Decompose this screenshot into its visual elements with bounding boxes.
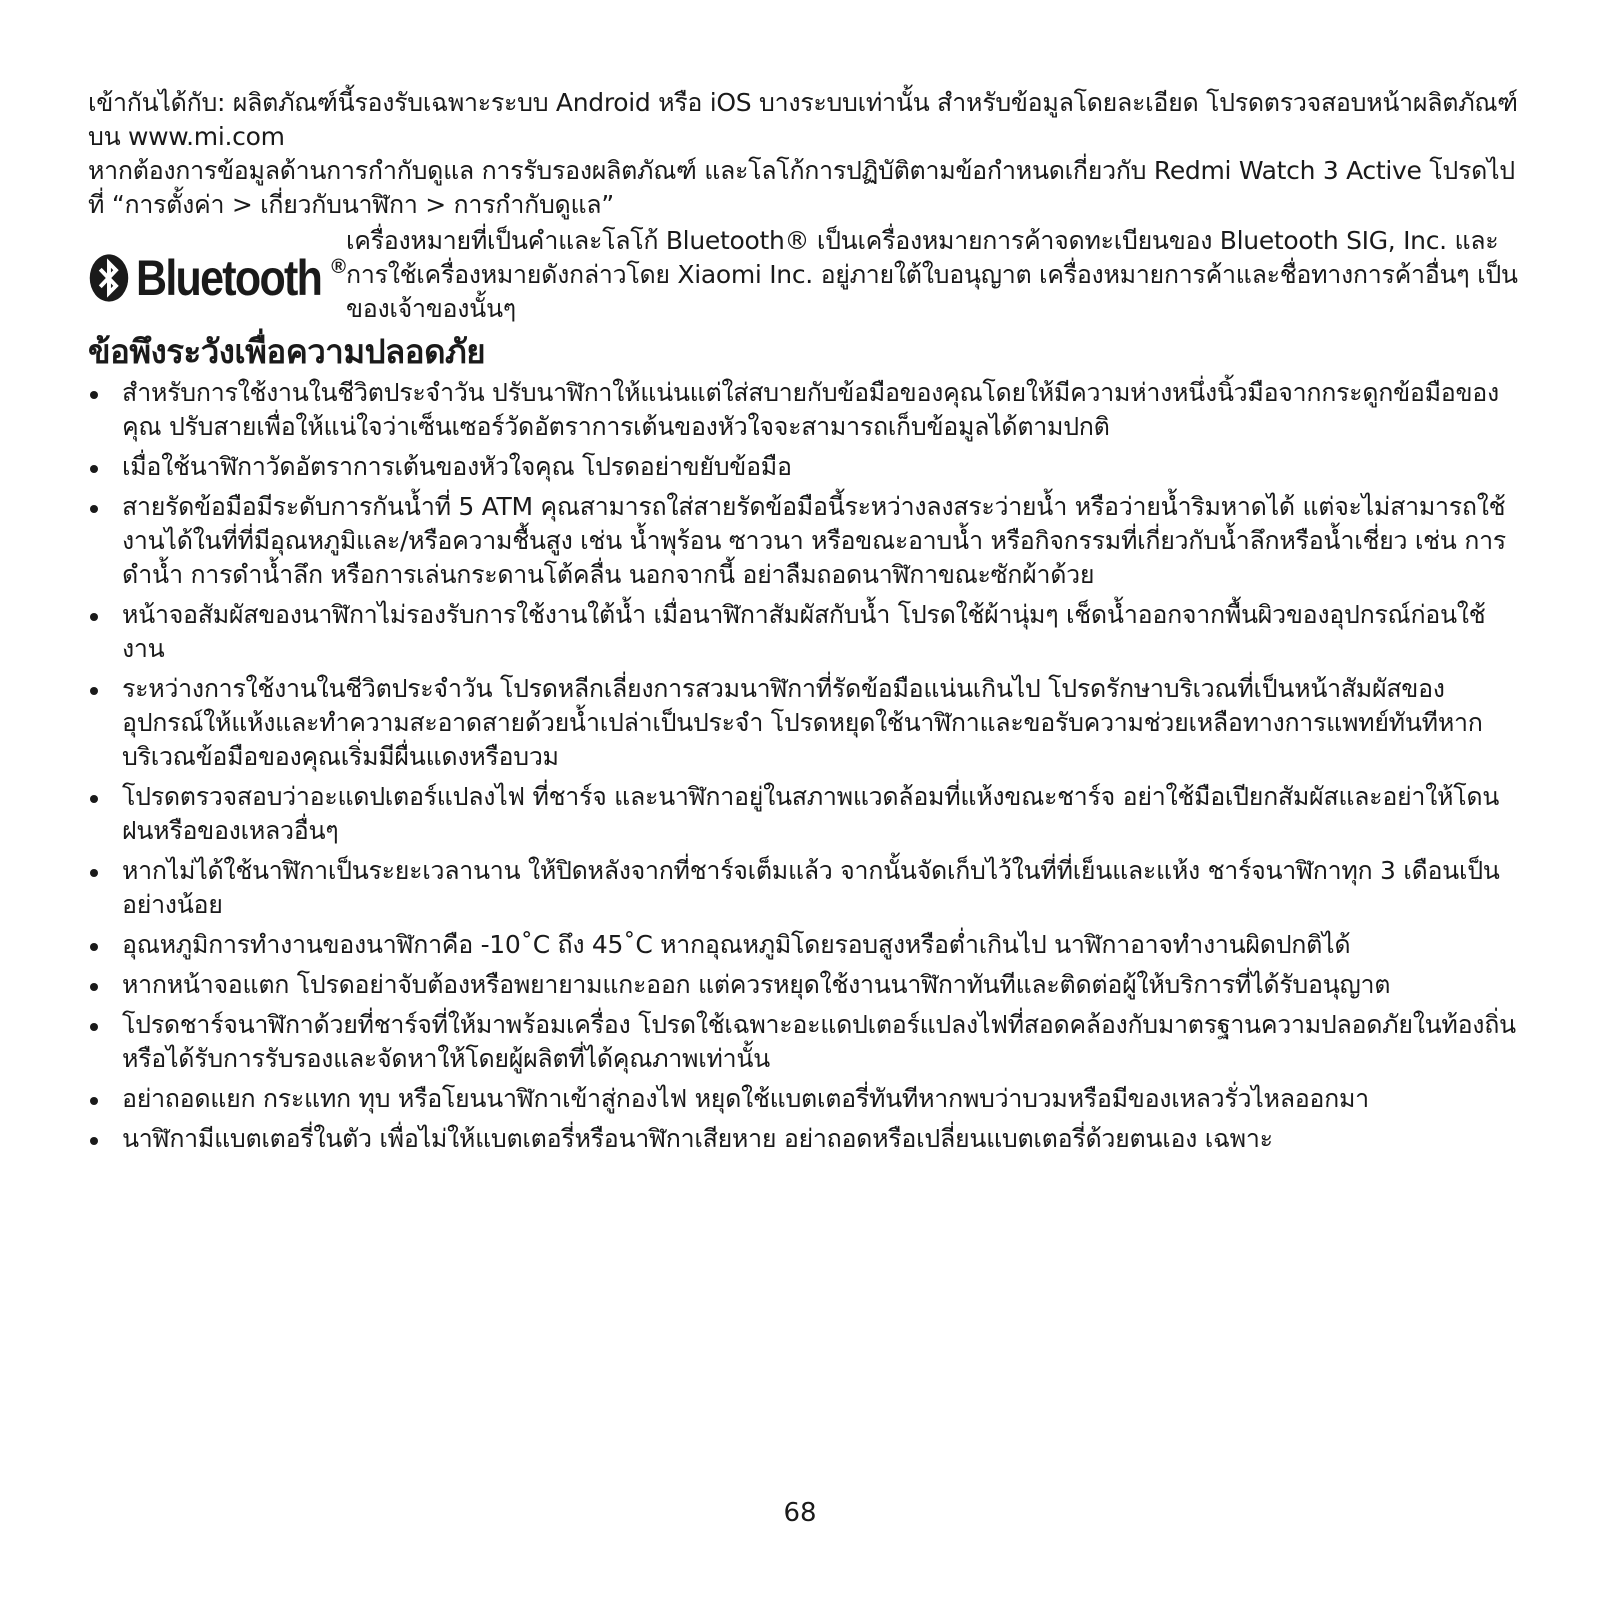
list-item-text: หน้าจอสัมผัสของนาฬิกาไม่รองรับการใช้งานใต้น้ำ เมื่อนาฬิกาสัมผัสกับน้ำ โปรดใช้ผ้านุ่มๆ เช็ดน้ำออกจากพื้นผิวของอุปกรณ์ก่อนใช้งาน: [122, 600, 1486, 663]
list-item-text: ระหว่างการใช้งานในชีวิตประจำวัน โปรดหลีกเลี่ยงการสวมนาฬิกาที่รัดข้อมือแน่นเกินไป โปรดรักษาบริเวณที่เป็นหน้าสัมผัสของอุปกรณ์ให้แห้งและทำความสะอาดสายด้วยน้ำเปล่าเป็นประจำ โปรดหยุดใช้นาฬิกาและขอรับความช่วยเหลือทางการแพทย์ทันทีหากบริเวณข้อมือของคุณเริ่มมีผื่นแดงหรือบวม: [122, 674, 1483, 771]
bullet-icon: [90, 391, 98, 399]
list-item-text: นาฬิกามีแบตเตอรี่ในตัว เพื่อไม่ให้แบตเตอรี่หรือนาฬิกาเสียหาย อย่าถอดหรือเปลี่ยนแบตเตอรี่ด้วยตนเอง เฉพาะ: [122, 1124, 1273, 1153]
list-item: [88, 1082, 1522, 1116]
bullet-icon: [90, 1137, 98, 1145]
list-item-text: สายรัดข้อมือมีระดับการกันน้ำที่ 5 ATM คุณสามารถใส่สายรัดข้อมือนี้ระหว่างลงสระว่ายน้ำ หรือว่ายน้ำริมหาดได้ แต่จะไม่สามารถใช้งานได้ในที่ที่มีอุณหภูมิและ/หรือความชื้นสูง เช่น น้ำพุร้อน ซาวนา หรือขณะอาบน้ำ หรือกิจกรรมที่เกี่ยวกับน้ำลึกหรือน้ำเชี่ยว เช่น การดำน้ำ การดำน้ำลึก หรือการเล่นกระดานโต้คลื่น นอกจากนี้ อย่าลืมถอดนาฬิกาขณะซักผ้าด้วย: [122, 492, 1506, 589]
bluetooth-notice: [88, 224, 1522, 326]
list-item: [88, 968, 1522, 1002]
list-item-text: โปรดตรวจสอบว่าอะแดปเตอร์แปลงไฟ ที่ชาร์จ และนาฬิกาอยู่ในสภาพแวดล้อมที่แห้งขณะชาร์จ อย่าใช้มือเปียกสัมผัสและอย่าให้โดนฝนหรือของเหลวอื่นๆ: [122, 782, 1500, 845]
bullet-icon: [90, 1023, 98, 1031]
list-item: [88, 780, 1522, 848]
bluetooth-trademark-text: เครื่องหมายที่เป็นคำและโลโก้ Bluetooth® เป็นเครื่องหมายการค้าจดทะเบียนของ Bluetooth SIG, Inc. และการใช้เครื่องหมายดังกล่าวโดย Xiaomi Inc. อยู่ภายใต้ใบอนุญาต เครื่องหมายการค้าและชื่อทางการค้าอื่นๆ เป็นของเจ้าของนั้นๆ: [346, 226, 1518, 323]
bullet-icon: [90, 1097, 98, 1105]
list-item: [88, 854, 1522, 922]
registered-mark: ®: [331, 255, 346, 278]
bullet-icon: [90, 795, 98, 803]
manual-page: [88, 86, 1522, 1162]
bullet-icon: [90, 505, 98, 513]
list-item-text: หากหน้าจอแตก โปรดอย่าจับต้องหรือพยายามแกะออก แต่ควรหยุดใช้งานนาฬิกาทันทีและติดต่อผู้ให้บริการที่ได้รับอนุญาต: [122, 970, 1391, 999]
bluetooth-wordmark: Bluetooth: [135, 250, 322, 306]
list-item: [88, 598, 1522, 666]
list-item: [88, 672, 1522, 774]
regulatory-text: หากต้องการข้อมูลด้านการกำกับดูแล การรับรองผลิตภัณฑ์ และโลโก้การปฏิบัติตามข้อกำหนดเกี่ยวกับ Redmi Watch 3 Active โปรดไปที่ “การตั้งค่า > เกี่ยวกับนาฬิกา > การกำกับดูแล”: [88, 156, 1515, 219]
safety-list: [88, 376, 1522, 1156]
bluetooth-logo: [88, 224, 346, 308]
list-item: [88, 450, 1522, 484]
bullet-icon: [90, 687, 98, 695]
list-item-text: อุณหภูมิการทำงานของนาฬิกาคือ -10˚C ถึง 45˚C หากอุณหภูมิโดยรอบสูงหรือต่ำเกินไป นาฬิกาอาจทำงานผิดปกติได้: [122, 930, 1351, 959]
bullet-icon: [90, 465, 98, 473]
bullet-icon: [90, 983, 98, 991]
bullet-icon: [90, 613, 98, 621]
bullet-icon: [90, 943, 98, 951]
list-item: [88, 1008, 1522, 1076]
bluetooth-icon: [88, 250, 130, 306]
list-item-text: หากไม่ได้ใช้นาฬิกาเป็นระยะเวลานาน ให้ปิดหลังจากที่ชาร์จเต็มแล้ว จากนั้นจัดเก็บไว้ในที่ที่เย็นและแห้ง ชาร์จนาฬิกาทุก 3 เดือนเป็นอย่างน้อย: [122, 856, 1500, 919]
list-item-text: โปรดชาร์จนาฬิกาด้วยที่ชาร์จที่ให้มาพร้อมเครื่อง โปรดใช้เฉพาะอะแดปเตอร์แปลงไฟที่สอดคล้องกับมาตรฐานความปลอดภัยในท้องถิ่นหรือได้รับการรับรองและจัดหาให้โดยผู้ผลิตที่ได้คุณภาพเท่านั้น: [122, 1010, 1516, 1073]
list-item: [88, 928, 1522, 962]
list-item: [88, 1122, 1522, 1156]
compatibility-text: เข้ากันได้กับ: ผลิตภัณฑ์นี้รองรับเฉพาะระบบ Android หรือ iOS บางระบบเท่านั้น สำหรับข้อมูลโดยละเอียด โปรดตรวจสอบหน้าผลิตภัณฑ์บน www.mi.com: [88, 88, 1518, 151]
list-item: [88, 490, 1522, 592]
list-item-text: เมื่อใช้นาฬิกาวัดอัตราการเต้นของหัวใจคุณ โปรดอย่าขยับข้อมือ: [122, 452, 792, 481]
safety-heading: ข้อพึงระวังเพื่อความปลอดภัย: [88, 332, 486, 371]
list-item: [88, 376, 1522, 444]
list-item-text: อย่าถอดแยก กระแทก ทุบ หรือโยนนาฬิกาเข้าสู่กองไฟ หยุดใช้แบตเตอรี่ทันทีหากพบว่าบวมหรือมีของเหลวรั่วไหลออกมา: [122, 1084, 1369, 1113]
page-number: 68: [783, 1498, 817, 1528]
bullet-icon: [90, 869, 98, 877]
list-item-text: สำหรับการใช้งานในชีวิตประจำวัน ปรับนาฬิกาให้แน่นแต่ใส่สบายกับข้อมือของคุณโดยให้มีความห่างหนึ่งนิ้วมือจากกระดูกข้อมือของคุณ ปรับสายเพื่อให้แน่ใจว่าเซ็นเซอร์วัดอัตราการเต้นของหัวใจจะสามารถเก็บข้อมูลได้ตามปกติ: [122, 378, 1499, 441]
